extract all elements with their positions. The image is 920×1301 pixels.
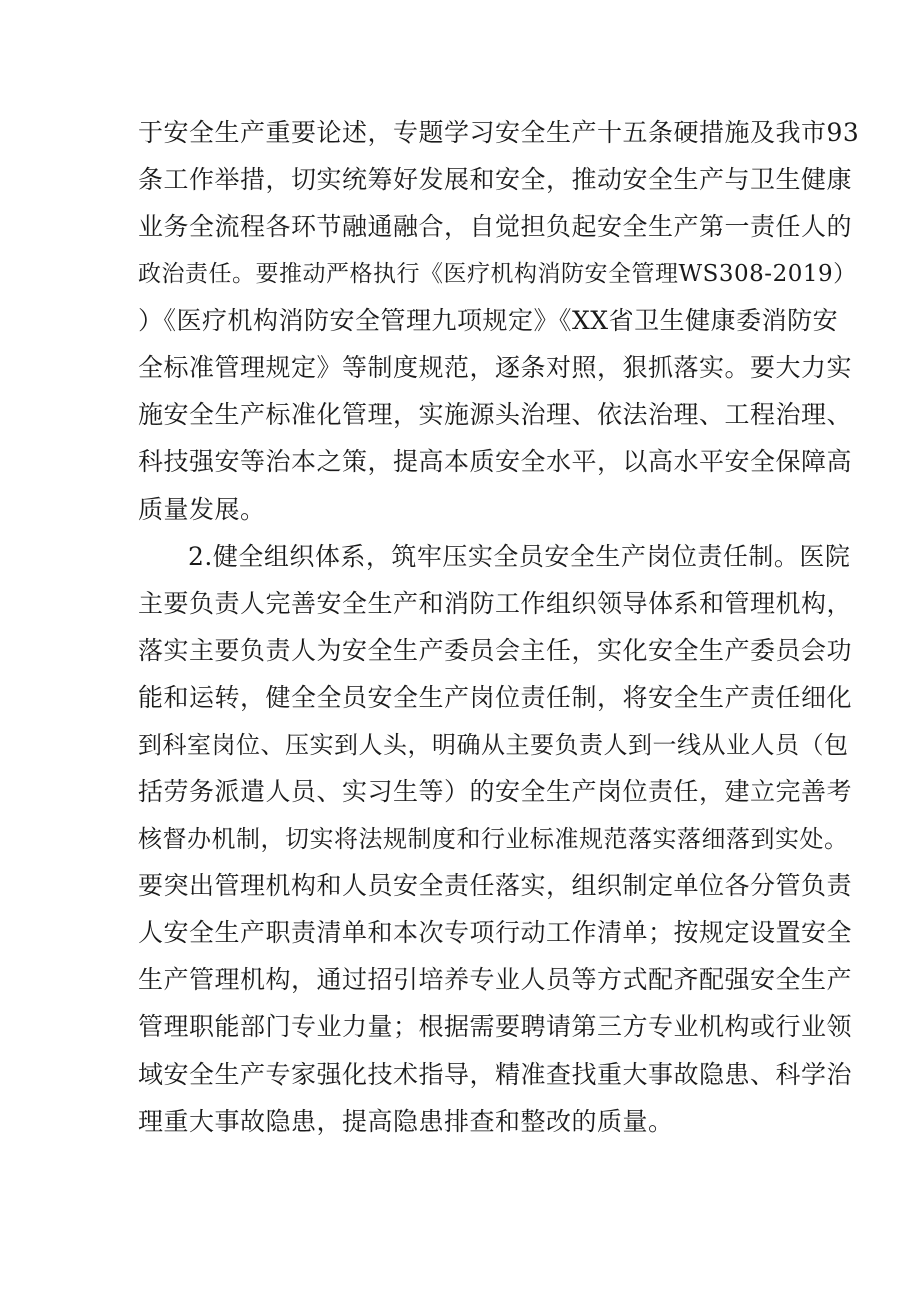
text-line-3: 业务全流程各环节融通融合，自觉担负起安全生产第一责任人的: [138, 212, 853, 241]
text-line-15: 括劳务派遣人员、实习生等）的安全生产岗位责任，建立完善考: [138, 777, 853, 806]
text-line-14: 到科室岗位、压实到人头，明确从主要负责人到一线从业人员（包: [138, 731, 849, 759]
text-line-18: 人安全生产职责清单和本次专项行动工作清单；按规定设置安全: [138, 918, 853, 947]
text-line-17: 要突出管理机构和人员安全责任落实，组织制定单位各分管负责: [138, 871, 853, 900]
text-line-7: 施安全生产标准化管理，实施源头治理、依法治理、工程治理、: [138, 400, 853, 429]
text-line-5: ）《医疗机构消防安全管理九项规定》《XX省卫生健康委消防安: [138, 306, 839, 335]
text-line-9: 质量发展。: [138, 495, 266, 524]
text-line-10: 2.健全组织体系，筑牢压实全员安全生产岗位责任制。医院: [188, 542, 851, 571]
text-line-19: 生产管理机构，通过招引培养专业人员等方式配齐配强安全生产: [138, 965, 853, 994]
text-line-16: 核督办机制，切实将法规制度和行业标准规范落实落细落到实处。: [138, 825, 849, 853]
text-line-8: 科技强安等治本之策，提高本质安全水平，以高水平安全保障高: [138, 447, 853, 476]
text-line-6: 全标准管理规定》等制度规范，逐条对照，狠抓落实。要大力实: [138, 353, 853, 382]
text-line-21: 域安全生产专家强化技术指导，精准查找重大事故隐患、科学治: [138, 1060, 853, 1089]
text-line-12: 落实主要负责人为安全生产委员会主任，实化安全生产委员会功: [138, 636, 853, 665]
text-line-4: 政治责任。要推动严格执行《医疗机构消防安全管理WS308-2019）: [138, 261, 857, 287]
text-line-13: 能和运转，健全全员安全生产岗位责任制，将安全生产责任细化: [138, 683, 853, 712]
text-line-2: 条工作举措，切实统筹好发展和安全，推动安全生产与卫生健康: [138, 165, 853, 194]
text-line-1: 于安全生产重要论述，专题学习安全生产十五条硬措施及我市93: [138, 118, 860, 147]
text-line-22: 理重大事故隐患，提高隐患排查和整改的质量。: [138, 1107, 674, 1136]
text-line-20: 管理职能部门专业力量；根据需要聘请第三方专业机构或行业领: [138, 1012, 853, 1041]
text-line-11: 主要负责人完善安全生产和消防工作组织领导体系和管理机构，: [138, 589, 853, 618]
